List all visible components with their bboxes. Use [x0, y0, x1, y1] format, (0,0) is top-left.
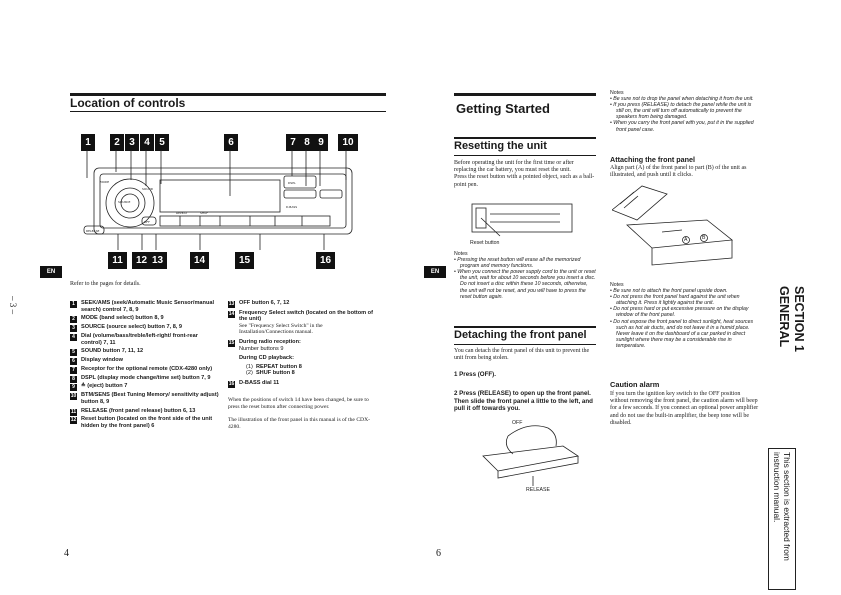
off-illustration-label: OFF — [512, 420, 523, 426]
detaching-body: You can detach the front panel of this unit to prevent the unit from being stolen. — [454, 348, 590, 362]
attaching-body: Align part (A) of the front panel to part (B) of the unit as illustrated, and push until it clicks. — [610, 165, 747, 179]
switch-note: When the positions of switch 14 have been changed, be sure to press the reset button after connecting power. — [228, 396, 369, 410]
illustration-note: The illustration of the front panel in this manual is of the CDX-4280. — [228, 416, 370, 430]
list-item: 3 SOURCE (source select) button 7, 8, 9 — [70, 324, 220, 331]
list-item: 12 Reset button (located on the front side of the unit hidden by the front panel) 6 — [70, 416, 213, 429]
list-item: 6 Display window — [70, 357, 220, 364]
list-item: 15 During radio reception: Number buttons 9 — [228, 338, 301, 352]
label-a: A — [684, 237, 688, 243]
getting-started-title: Getting Started — [456, 101, 550, 116]
controls-list-col2 — [228, 300, 378, 431]
step-1: 1 Press (OFF). — [454, 371, 496, 378]
label-8: 8 — [300, 134, 314, 151]
shuf-text: SHUF — [200, 211, 209, 215]
reset-illustration — [470, 200, 585, 240]
list-item: 16 D-BASS dial 11 — [228, 379, 280, 387]
attaching-title: Attaching the front panel — [610, 155, 696, 164]
list-item: 9 ≙ (eject) button 7 — [70, 383, 220, 390]
release-illustration-label: RELEASE — [526, 487, 550, 493]
label-12: 12 — [132, 252, 151, 269]
mode-text: MODE — [100, 180, 110, 184]
label-13: 13 — [148, 252, 167, 269]
location-of-controls-title: Location of controls — [70, 96, 186, 110]
label-10: 10 — [338, 134, 358, 151]
cd-heading: During CD playback: — [239, 355, 295, 362]
dbass-text: D-BASS — [286, 205, 298, 209]
list-item: 14 Frequency Select switch (located on the bottom of the unit) See "Frequency Select Switch" in the Installation/Connections manual. — [228, 309, 373, 336]
list-item: 4 Dial (volume/bass/treble/left-right/ front-rear control) 7, 11 — [70, 333, 220, 346]
release-text: RELEASE — [86, 229, 100, 233]
step-2: 2 Press (RELEASE) to open up the front panel. Then slide the front panel a little to the left, and pull it off towards you. — [454, 390, 593, 413]
label-11: 11 — [108, 252, 127, 269]
resetting-top-rule — [454, 137, 596, 139]
list-item: 5 SOUND button 7, 11, 12 — [70, 348, 220, 355]
label-16: 16 — [316, 252, 335, 269]
section-line-2: GENERAL — [777, 286, 791, 348]
list-item: 13 OFF button 6, 7, 12 — [228, 300, 290, 307]
sound-text: SOUND — [142, 187, 154, 191]
top-rule-right — [454, 93, 596, 96]
label-b: B — [702, 235, 706, 241]
resetting-body: Before operating the unit for the first time or after replacing the car battery, you must reset the unit. Press the reset button with a pointed object, such as a ball-point pen. — [454, 160, 595, 188]
top-notes: Notes • Be sure not to drop the panel when detaching it from the unit. • If you press (RELEASE) to detach the panel while the unit is still on, the unit will turn off automatically to prevent the speakers from being damaged. • When you carry the front panel with you, put it in the supplied front panel case. — [610, 90, 754, 133]
list-item: 11 RELEASE (front panel release) button 6, 13 — [70, 407, 196, 415]
detach-illustration — [478, 416, 588, 491]
detaching-underline — [454, 344, 596, 345]
resetting-underline — [454, 155, 596, 156]
attach-notes: Notes • Be sure not to attach the front panel upside down. • Do not press the front panel hard against the unit when attaching it. Press it lightly against the unit. • Do not press hard or put excessive pressure on the display window of the front panel. • Do not expose the front panel to direct sunlight, heat sources such as hot air ducts, and do not leave it in a humid place. Never leave it on the dashboard of a car parked in direct sunlight where there may be a considerable rise in temperature. — [610, 282, 754, 349]
label-1: 1 — [81, 134, 95, 151]
list-item: 10 BTM/SENS (Best Tuning Memory/ sensitivity adjust) button 8, 9 — [70, 392, 219, 405]
refer-text: Refer to the pages for details. — [70, 281, 141, 287]
en-tab-right: EN — [424, 266, 446, 278]
off-text: OFF — [144, 220, 150, 224]
reset-button-label: Reset button — [470, 240, 500, 246]
list-item: 8 DSPL (display mode change/time set) button 7, 9 — [70, 375, 220, 382]
controls-list-col1 — [70, 300, 220, 432]
attach-illustration — [612, 180, 757, 285]
label-2: 2 — [110, 134, 124, 151]
label-4: 4 — [140, 134, 154, 151]
page-number-right: 6 — [436, 548, 441, 559]
list-item: 1 SEEK/AMS (seek/Automatic Music Sensor/manual search) control 7, 8, 9 — [70, 300, 220, 313]
label-15: 15 — [235, 252, 254, 269]
label-6: 6 — [224, 134, 238, 151]
caution-body: If you turn the ignition key switch to the OFF position without removing the front panel, the caution alarm will beep for a few seconds. If you connect an optional power amplifier and do not use the built-in amplifier, the beep tone will be disabled. — [610, 391, 759, 426]
label-14: 14 — [190, 252, 209, 269]
source-text: SOURCE — [118, 200, 131, 204]
front-panel-diagram — [80, 150, 360, 256]
margin-number-text: – 3 – — [8, 296, 18, 314]
en-tab-left: EN — [40, 266, 62, 278]
caution-title: Caution alarm — [610, 380, 660, 389]
list-item: (1) REPEAT button 8 — [246, 363, 302, 370]
resetting-title: Resetting the unit — [454, 140, 547, 152]
label-3: 3 — [125, 134, 139, 151]
detaching-title: Detaching the front panel — [454, 329, 587, 341]
list-item: 2 MODE (band select) button 8, 9 — [70, 315, 220, 322]
dspl-text: DSPL — [288, 181, 296, 185]
list-item: 7 Receptor for the optional remote (CDX-4280 only) — [70, 366, 220, 373]
list-item: (2) SHUF button 8 — [246, 370, 295, 377]
reset-notes: Notes • Pressing the reset button will erase all the memorized program and memory functions. • When you connect the power supply cord to the unit or reset the unit, wait for about 10 seconds before you insert a disc. Do not insert a disc within these 10 seconds, otherwise, the unit will not be reset, and you will have to press the reset button again. — [454, 251, 596, 300]
label-5: 5 — [155, 134, 169, 151]
section-line-1: SECTION 1 — [792, 286, 806, 352]
detaching-top-rule — [454, 326, 596, 328]
title-underline-left — [70, 111, 386, 112]
label-9: 9 — [314, 134, 328, 151]
label-7: 7 — [286, 134, 300, 151]
page-number-left: 4 — [64, 548, 69, 559]
repeat-text: REPEAT — [176, 211, 188, 215]
